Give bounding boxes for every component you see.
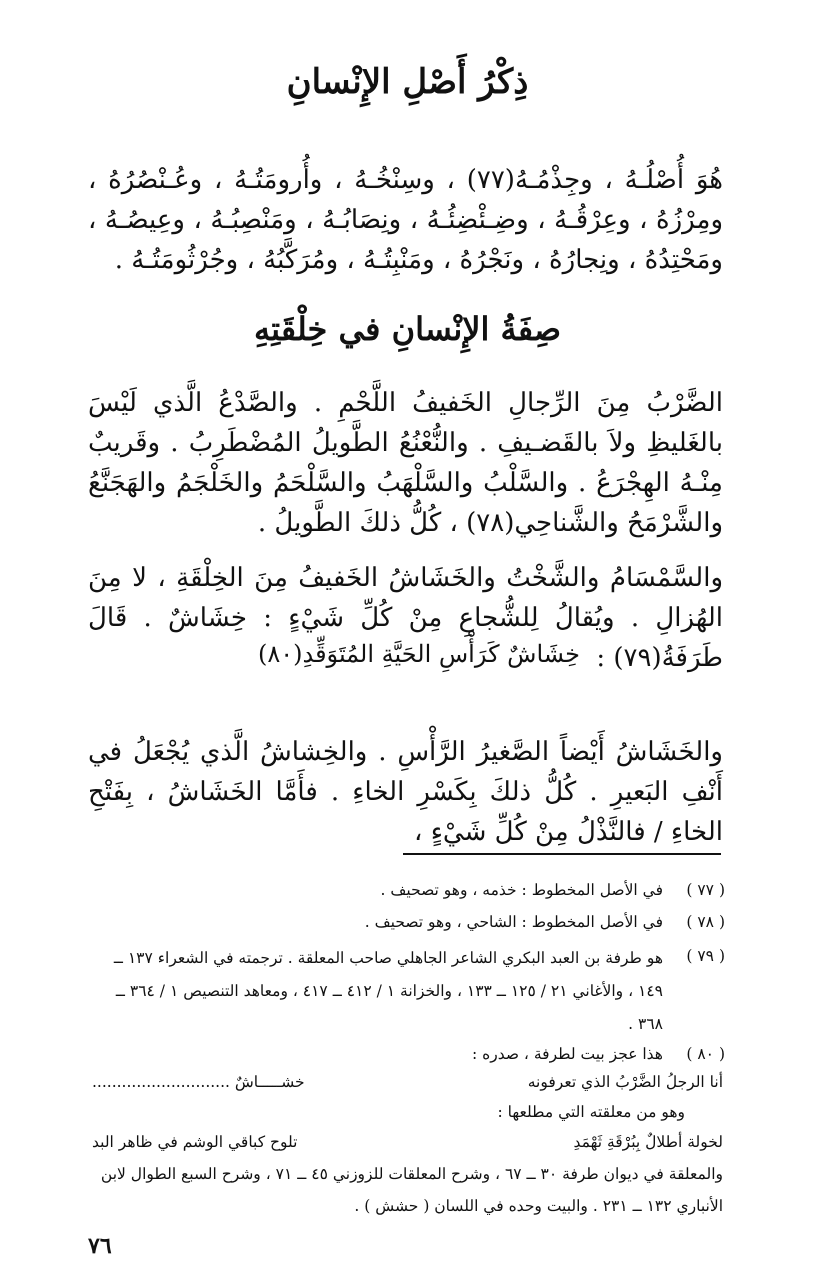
footnote-number: ( ٧٧ )	[686, 881, 725, 899]
footnote-intro-line: وهو من معلقته التي مطلعها :	[497, 1103, 685, 1121]
footnote-79	[92, 942, 725, 1041]
footnote-separator	[403, 853, 721, 855]
footnote-text: في الأصل المخطوط : الشاحي ، وهو تصحيف .	[364, 913, 663, 931]
hemistich-first: أنا الرجلُ الضَّرْبُ الذي تعرفونه	[527, 1073, 723, 1091]
paragraph-origin-synonyms: هُوَ أُصْلُـهُ ، وجِذْمُـهُ(٧٧) ، وسِنْخُـهُ ، وأُرومَتُـهُ ، وعُـنْصُرُهُ ، ومِرْزُهُ ، وعِرْقُـهُ ، وضِـئْضِئُـهُ ، ونِصَابُـهُ ، ومَنْصِبُـهُ ، وعِيصُـهُ ، ومَحْتِدُهُ ، ونِجارُهُ ، ونَجْرُهُ ، ومَنْبِتُـهُ ، ومُرَكَّبُهُ ، وجُرْثُومَتُـهُ .	[88, 165, 723, 275]
footnote-verse-1	[92, 1068, 723, 1096]
footnote-number: ( ٧٩ )	[686, 947, 725, 965]
page-number: ٧٦	[88, 1233, 112, 1259]
paragraph-khashash: والخَشَاشُ أَيْضاً الصَّغيرُ الرَّأْسِ . والخِشاشُ الَّذي يُجْعَلُ في أَنْفِ البَعيرِ . كُلُّ ذلكَ بِكَسْرِ الخاءِ . فأَمَّا الخَشَاشُ ، بِفَتْحِ الخاءِ / فالنَّذْلُ مِنْ كُلِّ شَيْءٍ ،	[88, 737, 723, 847]
paragraph-physique-light: والسَّمْسَامُ والشَّخْتُ والخَشَاشُ الخَفيفُ مِنَ الخِلْقَةِ ، لا مِنَ الهُزالِ . ويُقالُ لِلشُّجاعِ مِنْ كُلِّ شَيْءٍ : خِشَاشٌ . قَالَ طَرَفَةُ(٧٩) :	[88, 563, 723, 673]
footnote-verse-2	[92, 1128, 723, 1156]
footnote-text: هو طرفة بن العبد البكري الشاعر الجاهلي صاحب المعلقة . ترجمته في الشعراء ١٣٧ ــ ١٤٩ ، والأغاني ٢١ / ١٢٥ ــ ١٣٣ ، والخزانة ١ / ٤١٢ ــ ٤١٧ ، ومعاهد التنصيص ١ / ٣٦٤ ــ ٣٦٨ .	[113, 949, 663, 1033]
footnote-text: في الأصل المخطوط : خذمه ، وهو تصحيف .	[380, 881, 663, 899]
hemistich-second: خشـــــاشٌ ............................	[92, 1073, 305, 1091]
section-heading-physique: صِفَةُ الإِنْسانِ في خِلْقَتِهِ	[253, 310, 562, 348]
hemistich-second: تلوح كباقي الوشم في ظاهر البد	[92, 1133, 298, 1151]
footnote-text: هذا عجز بيت لطرفة ، صدره :	[471, 1045, 663, 1063]
footnote-references: والمعلقة في ديوان طرفة ٣٠ ــ ٦٧ ، وشرح المعلقات للزوزني ٤٥ ــ ٧١ ، وشرح السبع الطوال لابن الأنباري ١٣٢ ــ ٢٣١ . والبيت وحده في اللسان ( حشش ) .	[100, 1165, 723, 1215]
section-heading-origin: ذِكْرُ أَصْلِ الإِنْسانِ	[286, 62, 529, 102]
paragraph-physique-tall: الضَّرْبُ مِنَ الرِّجالِ الخَفيفُ اللَّحْمِ . والصَّدْعُ الَّذي لَيْسَ بالغَليظِ ولاَ بالقَضـيفِ . والنُّعْنُعُ الطَّويلُ المُضْطَرِبُ . وقَريبٌ مِنْـهُ الهِجْرَعُ . والسَّلْبُ والسَّلْهَبُ والسَّلْحَمُ والخَلْجَمُ والهَجَنَّعُ والشَّرْمَحُ والشَّناحِي(٧٨) ، كُلُّ ذلكَ الطَّويلُ .	[88, 388, 723, 538]
footnote-77	[92, 876, 725, 904]
footnote-number: ( ٧٨ )	[686, 913, 725, 931]
hemistich-first: لخولة أطلالٌ بِبُرْقَةِ ثَهْمَدِ	[573, 1133, 723, 1151]
verse-line: خِشَاشٌ كَرَأْسِ الحَيَّةِ المُتَوَقِّدِ(٨٠)	[257, 640, 580, 668]
footnote-80	[92, 1040, 725, 1068]
footnote-number: ( ٨٠ )	[686, 1045, 725, 1063]
footnote-78	[92, 908, 725, 936]
